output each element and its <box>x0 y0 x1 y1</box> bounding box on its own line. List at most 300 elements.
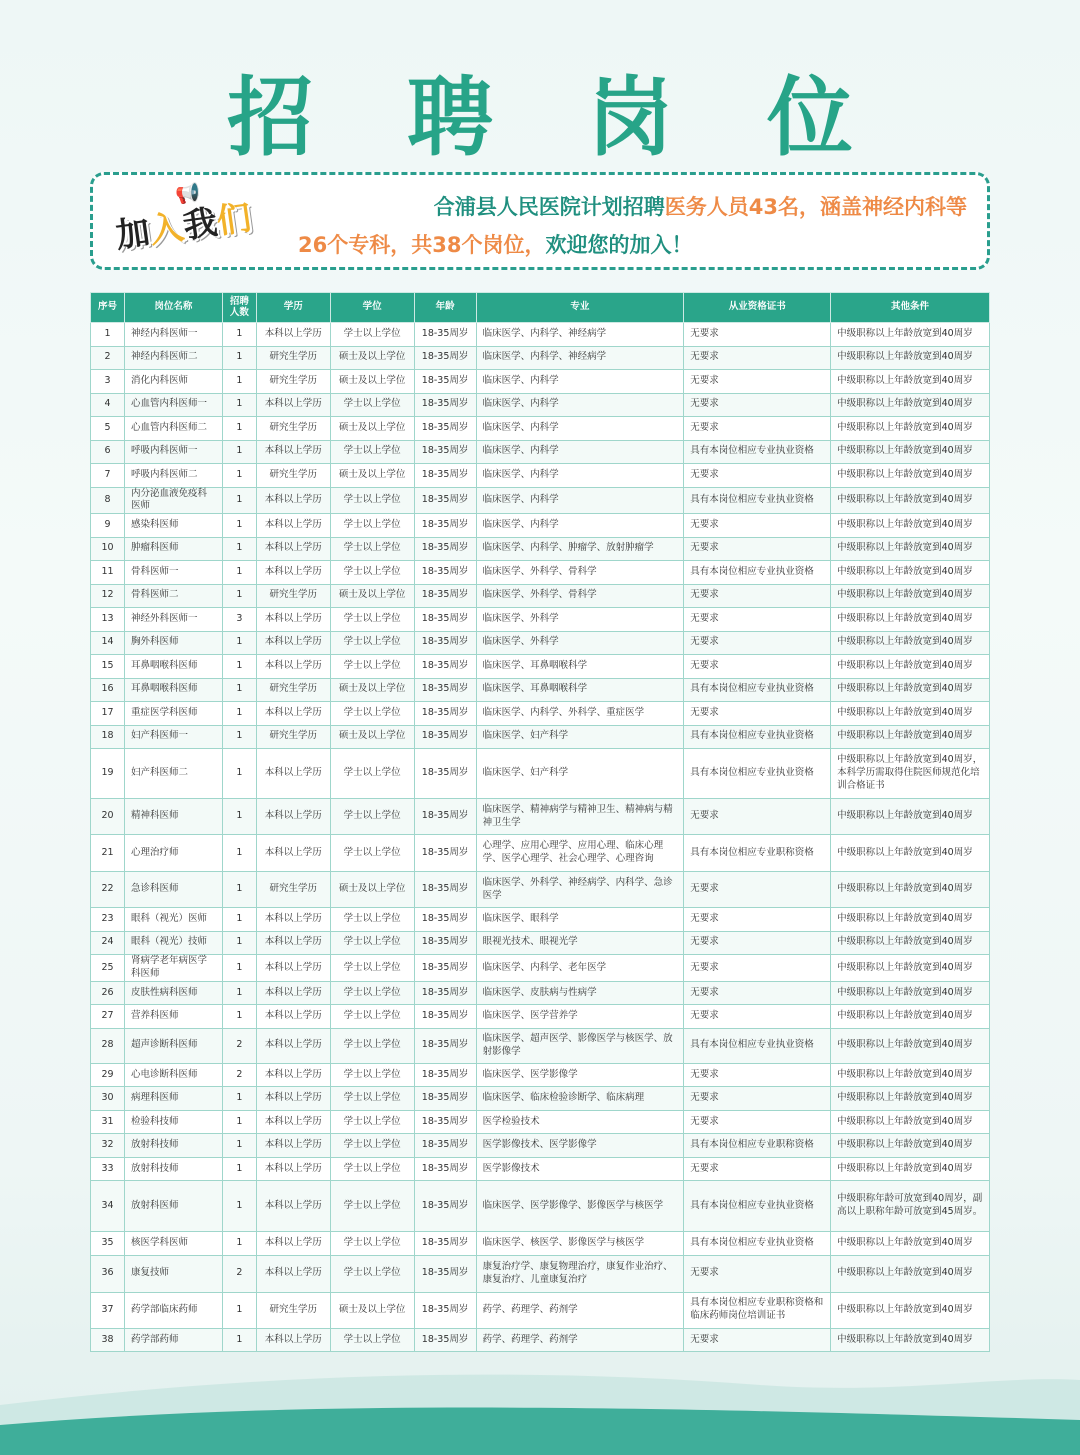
cell-age: 18-35周岁 <box>414 1005 476 1029</box>
table-row <box>91 1255 990 1292</box>
cell-major: 心理学、应用心理学、应用心理、临床心理学、医学心理学、社会心理学、心理咨询 <box>476 835 684 872</box>
cell-count: 1 <box>222 487 256 514</box>
table-row <box>91 702 990 726</box>
cell-count: 1 <box>222 1232 256 1256</box>
cell-degree: 学士以上学位 <box>330 1005 414 1029</box>
cell-certificate: 无要求 <box>684 323 831 347</box>
cell-degree: 学士以上学位 <box>330 608 414 632</box>
cell-major: 临床医学、内科学、神经病学 <box>476 323 684 347</box>
cell-age: 18-35周岁 <box>414 835 476 872</box>
cell-major: 临床医学、眼科学 <box>476 908 684 932</box>
cell-major: 医学影像技术、医学影像学 <box>476 1134 684 1158</box>
cell-index: 15 <box>91 655 125 679</box>
cell-other: 中级职称以上年龄放宽到40周岁 <box>831 561 990 585</box>
cell-position: 心电诊断科医师 <box>124 1063 222 1087</box>
cell-certificate: 无要求 <box>684 702 831 726</box>
cell-degree: 硕士及以上学位 <box>330 725 414 749</box>
cell-position: 放射科技师 <box>124 1134 222 1158</box>
cell-other: 中级职称以上年龄放宽到40周岁 <box>831 835 990 872</box>
table-row <box>91 1087 990 1111</box>
cell-index: 14 <box>91 631 125 655</box>
cell-index: 19 <box>91 749 125 799</box>
cell-certificate: 无要求 <box>684 872 831 908</box>
table-row <box>91 561 990 585</box>
cell-count: 1 <box>222 702 256 726</box>
table-row <box>91 1110 990 1134</box>
cell-age: 18-35周岁 <box>414 678 476 702</box>
cell-degree: 学士以上学位 <box>330 1110 414 1134</box>
cell-count: 1 <box>222 1005 256 1029</box>
cell-major: 临床医学、内科学 <box>476 464 684 488</box>
cell-education: 本科以上学历 <box>256 749 330 799</box>
header-col-position: 岗位名称 <box>124 293 222 323</box>
cell-education: 本科以上学历 <box>256 1255 330 1292</box>
cell-education: 研究生学历 <box>256 584 330 608</box>
cell-count: 1 <box>222 346 256 370</box>
table-row <box>91 1134 990 1158</box>
cell-age: 18-35周岁 <box>414 393 476 417</box>
cell-index: 35 <box>91 1232 125 1256</box>
cell-age: 18-35周岁 <box>414 1028 476 1063</box>
table-row <box>91 725 990 749</box>
cell-count: 1 <box>222 725 256 749</box>
cell-age: 18-35周岁 <box>414 1134 476 1158</box>
cell-degree: 学士以上学位 <box>330 1028 414 1063</box>
cell-major: 临床医学、内科学、神经病学 <box>476 346 684 370</box>
cell-certificate: 具有本岗位相应专业执业资格 <box>684 440 831 464</box>
cell-degree: 学士以上学位 <box>330 514 414 538</box>
cell-other: 中级职称以上年龄放宽到40周岁 <box>831 955 990 982</box>
intro-line-2 <box>298 229 692 259</box>
cell-major: 临床医学、超声医学、影像医学与核医学、放射影像学 <box>476 1028 684 1063</box>
cell-count: 2 <box>222 1063 256 1087</box>
cell-degree: 学士以上学位 <box>330 1157 414 1181</box>
cell-count: 1 <box>222 514 256 538</box>
cell-position: 内分泌血液免疫科医师 <box>124 487 222 514</box>
cell-major: 临床医学、外科学 <box>476 608 684 632</box>
cell-education: 研究生学历 <box>256 370 330 394</box>
cell-degree: 学士以上学位 <box>330 561 414 585</box>
cell-count: 3 <box>222 608 256 632</box>
join-us-logo: 加入我们 <box>113 197 254 257</box>
cell-position: 放射科技师 <box>124 1157 222 1181</box>
cell-certificate: 具有本岗位相应专业执业资格 <box>684 487 831 514</box>
cell-index: 8 <box>91 487 125 514</box>
cell-degree: 学士以上学位 <box>330 702 414 726</box>
cell-other: 中级职称以上年龄放宽到40周岁 <box>831 1087 990 1111</box>
cell-age: 18-35周岁 <box>414 908 476 932</box>
cell-age: 18-35周岁 <box>414 370 476 394</box>
cell-major: 临床医学、内科学 <box>476 370 684 394</box>
header-col-count: 招聘人数 <box>222 293 256 323</box>
cell-major: 康复治疗学、康复物理治疗，康复作业治疗、康复治疗、儿童康复治疗 <box>476 1255 684 1292</box>
cell-degree: 硕士及以上学位 <box>330 346 414 370</box>
cell-major: 临床医学、医学营养学 <box>476 1005 684 1029</box>
cell-age: 18-35周岁 <box>414 1181 476 1232</box>
cell-education: 研究生学历 <box>256 417 330 441</box>
cell-count: 1 <box>222 1087 256 1111</box>
cell-other: 中级职称以上年龄放宽到40周岁 <box>831 1328 990 1352</box>
positions-table <box>90 292 990 1352</box>
cell-position: 营养科医师 <box>124 1005 222 1029</box>
megaphone-icon: 📢 <box>175 181 200 205</box>
cell-certificate: 无要求 <box>684 1087 831 1111</box>
cell-major: 临床医学、内科学、外科学、重症医学 <box>476 702 684 726</box>
cell-index: 36 <box>91 1255 125 1292</box>
cell-count: 1 <box>222 1110 256 1134</box>
cell-position: 病理科医师 <box>124 1087 222 1111</box>
header-col-index: 序号 <box>91 293 125 323</box>
cell-certificate: 无要求 <box>684 631 831 655</box>
table-row <box>91 799 990 835</box>
intro-text: 欢迎您的加入！ <box>545 233 693 257</box>
cell-index: 3 <box>91 370 125 394</box>
intro-text: 合浦县人民医院计划招聘 <box>433 195 665 219</box>
cell-index: 30 <box>91 1087 125 1111</box>
cell-count: 1 <box>222 417 256 441</box>
intro-line-1 <box>434 191 967 221</box>
table-row <box>91 370 990 394</box>
cell-degree: 学士以上学位 <box>330 393 414 417</box>
cell-major: 临床医学、外科学、骨科学 <box>476 584 684 608</box>
cell-education: 研究生学历 <box>256 872 330 908</box>
cell-degree: 硕士及以上学位 <box>330 417 414 441</box>
cell-degree: 硕士及以上学位 <box>330 1292 414 1328</box>
cell-education: 本科以上学历 <box>256 440 330 464</box>
cell-position: 神经内科医师二 <box>124 346 222 370</box>
cell-count: 1 <box>222 1157 256 1181</box>
table-header-row <box>91 293 990 323</box>
cell-count: 1 <box>222 1328 256 1352</box>
cell-index: 10 <box>91 537 125 561</box>
cell-position: 感染科医师 <box>124 514 222 538</box>
cell-index: 37 <box>91 1292 125 1328</box>
cell-degree: 学士以上学位 <box>330 908 414 932</box>
cell-position: 超声诊断科医师 <box>124 1028 222 1063</box>
cell-count: 1 <box>222 323 256 347</box>
header-col-major: 专业 <box>476 293 684 323</box>
cell-position: 消化内科医师 <box>124 370 222 394</box>
cell-count: 1 <box>222 655 256 679</box>
cell-index: 20 <box>91 799 125 835</box>
cell-position: 眼科（视光）技师 <box>124 931 222 955</box>
cell-count: 2 <box>222 1255 256 1292</box>
cell-education: 研究生学历 <box>256 346 330 370</box>
cell-index: 16 <box>91 678 125 702</box>
cell-index: 33 <box>91 1157 125 1181</box>
cell-index: 38 <box>91 1328 125 1352</box>
cell-certificate: 具有本岗位相应专业执业资格 <box>684 678 831 702</box>
cell-count: 1 <box>222 561 256 585</box>
cell-index: 32 <box>91 1134 125 1158</box>
cell-degree: 硕士及以上学位 <box>330 872 414 908</box>
table-row <box>91 908 990 932</box>
cell-count: 1 <box>222 440 256 464</box>
cell-education: 本科以上学历 <box>256 908 330 932</box>
cell-index: 1 <box>91 323 125 347</box>
cell-education: 本科以上学历 <box>256 1110 330 1134</box>
cell-certificate: 无要求 <box>684 584 831 608</box>
cell-other: 中级职称以上年龄放宽到40周岁 <box>831 487 990 514</box>
intro-banner <box>90 172 990 270</box>
cell-education: 本科以上学历 <box>256 1005 330 1029</box>
cell-certificate: 具有本岗位相应专业职称资格和临床药师岗位培训证书 <box>684 1292 831 1328</box>
cell-education: 本科以上学历 <box>256 799 330 835</box>
cell-index: 22 <box>91 872 125 908</box>
cell-position: 核医学科医师 <box>124 1232 222 1256</box>
cell-degree: 学士以上学位 <box>330 955 414 982</box>
cell-count: 1 <box>222 872 256 908</box>
cell-other: 中级职称以上年龄放宽到40周岁 <box>831 702 990 726</box>
cell-position: 肾病学老年病医学科医师 <box>124 955 222 982</box>
cell-education: 本科以上学历 <box>256 631 330 655</box>
cell-other: 中级职称以上年龄放宽到40周岁 <box>831 1232 990 1256</box>
cell-certificate: 无要求 <box>684 981 831 1005</box>
cell-other: 中级职称以上年龄放宽到40周岁 <box>831 981 990 1005</box>
cell-degree: 硕士及以上学位 <box>330 678 414 702</box>
cell-other: 中级职称以上年龄放宽到40周岁 <box>831 464 990 488</box>
table-row <box>91 872 990 908</box>
cell-education: 研究生学历 <box>256 678 330 702</box>
cell-certificate: 无要求 <box>684 1110 831 1134</box>
cell-major: 临床医学、医学影像学 <box>476 1063 684 1087</box>
cell-major: 临床医学、妇产科学 <box>476 725 684 749</box>
cell-other: 中级职称以上年龄放宽到40周岁 <box>831 440 990 464</box>
cell-education: 本科以上学历 <box>256 835 330 872</box>
cell-degree: 学士以上学位 <box>330 1181 414 1232</box>
cell-education: 本科以上学历 <box>256 323 330 347</box>
cell-count: 1 <box>222 678 256 702</box>
cell-count: 2 <box>222 1028 256 1063</box>
table-row <box>91 464 990 488</box>
cell-education: 本科以上学历 <box>256 393 330 417</box>
cell-position: 肿瘤科医师 <box>124 537 222 561</box>
cell-age: 18-35周岁 <box>414 931 476 955</box>
cell-major: 临床医学、耳鼻咽喉科学 <box>476 678 684 702</box>
cell-position: 药学部药师 <box>124 1328 222 1352</box>
table-row <box>91 323 990 347</box>
cell-count: 1 <box>222 393 256 417</box>
table-row <box>91 1292 990 1328</box>
cell-major: 临床医学、内科学 <box>476 417 684 441</box>
decorative-wave <box>0 1345 1080 1455</box>
table-row <box>91 981 990 1005</box>
cell-degree: 硕士及以上学位 <box>330 464 414 488</box>
cell-index: 9 <box>91 514 125 538</box>
table-row <box>91 1005 990 1029</box>
cell-count: 1 <box>222 955 256 982</box>
cell-education: 本科以上学历 <box>256 487 330 514</box>
table-row <box>91 346 990 370</box>
cell-degree: 硕士及以上学位 <box>330 584 414 608</box>
cell-index: 21 <box>91 835 125 872</box>
cell-position: 检验科技师 <box>124 1110 222 1134</box>
cell-age: 18-35周岁 <box>414 1157 476 1181</box>
cell-education: 研究生学历 <box>256 464 330 488</box>
cell-education: 本科以上学历 <box>256 537 330 561</box>
cell-certificate: 无要求 <box>684 1255 831 1292</box>
cell-other: 中级职称以上年龄放宽到40周岁 <box>831 514 990 538</box>
cell-count: 1 <box>222 799 256 835</box>
cell-degree: 学士以上学位 <box>330 931 414 955</box>
cell-position: 药学部临床药师 <box>124 1292 222 1328</box>
cell-position: 耳鼻咽喉科医师 <box>124 655 222 679</box>
cell-education: 本科以上学历 <box>256 1063 330 1087</box>
cell-age: 18-35周岁 <box>414 872 476 908</box>
cell-position: 急诊科医师 <box>124 872 222 908</box>
cell-certificate: 无要求 <box>684 1005 831 1029</box>
cell-major: 临床医学、妇产科学 <box>476 749 684 799</box>
cell-degree: 学士以上学位 <box>330 835 414 872</box>
cell-certificate: 无要求 <box>684 608 831 632</box>
cell-major: 临床医学、外科学、骨科学 <box>476 561 684 585</box>
cell-count: 1 <box>222 1181 256 1232</box>
cell-age: 18-35周岁 <box>414 323 476 347</box>
cell-age: 18-35周岁 <box>414 417 476 441</box>
page-title: 招 聘 岗 位 <box>227 68 885 168</box>
cell-major: 药学、药理学、药剂学 <box>476 1328 684 1352</box>
cell-certificate: 无要求 <box>684 346 831 370</box>
cell-other: 中级职称年龄可放宽到40周岁，副高以上职称年龄可放宽到45周岁。 <box>831 1181 990 1232</box>
cell-other: 中级职称以上年龄放宽到40周岁 <box>831 872 990 908</box>
cell-education: 研究生学历 <box>256 725 330 749</box>
cell-certificate: 无要求 <box>684 955 831 982</box>
cell-major: 临床医学、医学影像学、影像医学与核医学 <box>476 1181 684 1232</box>
cell-position: 呼吸内科医师二 <box>124 464 222 488</box>
cell-major: 临床医学、内科学 <box>476 393 684 417</box>
cell-certificate: 具有本岗位相应专业职称资格 <box>684 835 831 872</box>
cell-position: 骨科医师二 <box>124 584 222 608</box>
cell-degree: 学士以上学位 <box>330 799 414 835</box>
cell-index: 6 <box>91 440 125 464</box>
cell-major: 临床医学、精神病学与精神卫生、精神病与精神卫生学 <box>476 799 684 835</box>
cell-major: 临床医学、内科学 <box>476 440 684 464</box>
cell-position: 骨科医师一 <box>124 561 222 585</box>
cell-count: 1 <box>222 537 256 561</box>
table-row <box>91 631 990 655</box>
cell-index: 18 <box>91 725 125 749</box>
cell-age: 18-35周岁 <box>414 584 476 608</box>
cell-position: 胸外科医师 <box>124 631 222 655</box>
cell-age: 18-35周岁 <box>414 514 476 538</box>
cell-position: 心血管内科医师一 <box>124 393 222 417</box>
cell-other: 中级职称以上年龄放宽到40周岁 <box>831 537 990 561</box>
cell-other: 中级职称以上年龄放宽到40周岁 <box>831 799 990 835</box>
cell-major: 医学检验技术 <box>476 1110 684 1134</box>
cell-education: 本科以上学历 <box>256 1134 330 1158</box>
cell-other: 中级职称以上年龄放宽到40周岁 <box>831 370 990 394</box>
cell-degree: 硕士及以上学位 <box>330 370 414 394</box>
cell-index: 25 <box>91 955 125 982</box>
cell-certificate: 无要求 <box>684 393 831 417</box>
cell-education: 研究生学历 <box>256 1292 330 1328</box>
intro-highlight: 医务人员43名，涵盖神经内科等 <box>664 195 967 219</box>
cell-major: 临床医学、内科学、老年医学 <box>476 955 684 982</box>
cell-index: 2 <box>91 346 125 370</box>
cell-major: 临床医学、皮肤病与性病学 <box>476 981 684 1005</box>
cell-index: 31 <box>91 1110 125 1134</box>
cell-major: 临床医学、内科学 <box>476 514 684 538</box>
cell-education: 本科以上学历 <box>256 608 330 632</box>
table-row <box>91 1157 990 1181</box>
cell-certificate: 无要求 <box>684 655 831 679</box>
cell-position: 皮肤性病科医师 <box>124 981 222 1005</box>
cell-age: 18-35周岁 <box>414 440 476 464</box>
cell-age: 18-35周岁 <box>414 1328 476 1352</box>
cell-other: 中级职称以上年龄放宽到40周岁 <box>831 417 990 441</box>
cell-education: 本科以上学历 <box>256 1232 330 1256</box>
cell-other: 中级职称以上年龄放宽到40周岁 <box>831 1063 990 1087</box>
table-row <box>91 655 990 679</box>
cell-other: 中级职称以上年龄放宽到40周岁 <box>831 908 990 932</box>
cell-age: 18-35周岁 <box>414 1087 476 1111</box>
cell-age: 18-35周岁 <box>414 1063 476 1087</box>
cell-certificate: 无要求 <box>684 537 831 561</box>
intro-highlight: 26个专科，共38个岗位， <box>298 233 546 257</box>
cell-education: 本科以上学历 <box>256 1028 330 1063</box>
cell-count: 1 <box>222 464 256 488</box>
cell-degree: 学士以上学位 <box>330 440 414 464</box>
cell-certificate: 无要求 <box>684 1328 831 1352</box>
table-row <box>91 537 990 561</box>
cell-other: 中级职称以上年龄放宽到40周岁 <box>831 655 990 679</box>
cell-other: 中级职称以上年龄放宽到40周岁 <box>831 1255 990 1292</box>
cell-certificate: 无要求 <box>684 1063 831 1087</box>
cell-education: 本科以上学历 <box>256 931 330 955</box>
cell-age: 18-35周岁 <box>414 464 476 488</box>
table-row <box>91 440 990 464</box>
cell-age: 18-35周岁 <box>414 1232 476 1256</box>
table-row <box>91 608 990 632</box>
table-row <box>91 393 990 417</box>
cell-index: 5 <box>91 417 125 441</box>
header-col-age: 年龄 <box>414 293 476 323</box>
cell-degree: 学士以上学位 <box>330 981 414 1005</box>
cell-degree: 学士以上学位 <box>330 1232 414 1256</box>
cell-education: 本科以上学历 <box>256 514 330 538</box>
cell-position: 妇产科医师二 <box>124 749 222 799</box>
cell-age: 18-35周岁 <box>414 487 476 514</box>
cell-major: 医学影像技术 <box>476 1157 684 1181</box>
cell-certificate: 无要求 <box>684 417 831 441</box>
cell-major: 临床医学、内科学 <box>476 487 684 514</box>
cell-position: 妇产科医师一 <box>124 725 222 749</box>
cell-education: 本科以上学历 <box>256 981 330 1005</box>
cell-position: 康复技师 <box>124 1255 222 1292</box>
cell-education: 本科以上学历 <box>256 1181 330 1232</box>
cell-certificate: 无要求 <box>684 464 831 488</box>
cell-major: 临床医学、核医学、影像医学与核医学 <box>476 1232 684 1256</box>
cell-degree: 学士以上学位 <box>330 1134 414 1158</box>
cell-age: 18-35周岁 <box>414 749 476 799</box>
cell-other: 中级职称以上年龄放宽到40周岁 <box>831 608 990 632</box>
cell-certificate: 具有本岗位相应专业执业资格 <box>684 1028 831 1063</box>
table-row <box>91 931 990 955</box>
cell-index: 26 <box>91 981 125 1005</box>
cell-degree: 学士以上学位 <box>330 631 414 655</box>
cell-index: 12 <box>91 584 125 608</box>
cell-position: 耳鼻咽喉科医师 <box>124 678 222 702</box>
table-row <box>91 1232 990 1256</box>
cell-count: 1 <box>222 584 256 608</box>
cell-age: 18-35周岁 <box>414 561 476 585</box>
cell-education: 本科以上学历 <box>256 702 330 726</box>
cell-other: 中级职称以上年龄放宽到40周岁 <box>831 725 990 749</box>
cell-age: 18-35周岁 <box>414 1110 476 1134</box>
cell-education: 本科以上学历 <box>256 655 330 679</box>
table-row <box>91 1063 990 1087</box>
cell-certificate: 无要求 <box>684 514 831 538</box>
